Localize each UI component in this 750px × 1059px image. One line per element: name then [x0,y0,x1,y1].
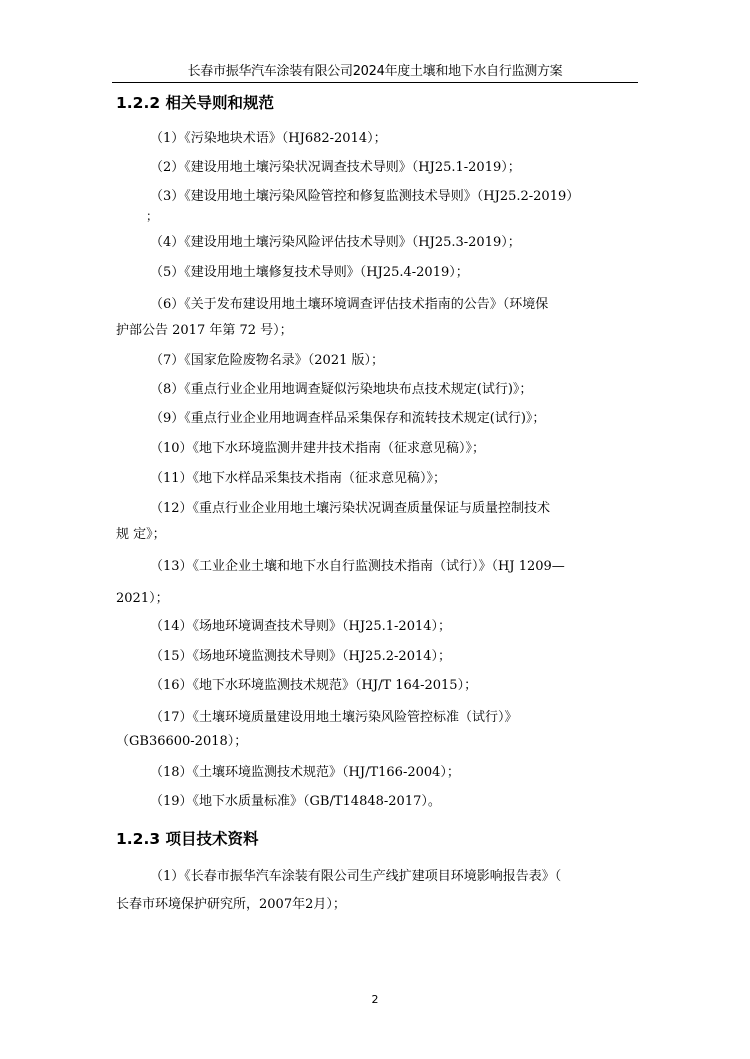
reference-line: （18）《土壤环境监测技术规范》（HJ/T166-2004）； [150,765,460,780]
reference-item-5 [116,258,638,288]
section-heading-1-2-3: 1.2.3 项目技术资料 [116,830,259,848]
header-rule [112,82,638,83]
reference-item-3-continuation: ； [146,209,159,223]
reference-line-continuation: 2021）； [116,591,169,606]
reference-item-14 [116,612,638,642]
reference-item-3 [116,182,638,212]
reference-line: （17）《土壤环境质量建设用地土壤污染风险管控标准（试行）》 [150,710,518,725]
reference-line: （10）《地下水环境监测井建井技术指南（征求意见稿）》； [150,441,486,456]
reference-item-6 [116,290,638,346]
reference-item-7 [116,346,638,376]
reference-line: （2）《建设用地土壤污染状况调查技术导则》（HJ25.1-2019）； [150,160,521,175]
reference-item-1 [116,124,638,154]
reference-line-continuation: 长春市环境保护研究所，2007年2月）； [116,897,346,912]
reference-line: （6）《关于发布建设用地土壤环境调查评估技术指南的公告》（环境保 [150,297,549,312]
reference-line: （11）《地下水样品采集技术指南（征求意见稿）》； [150,471,447,486]
reference-line: （5）《建设用地土壤修复技术导则》（HJ25.4-2019）； [150,265,469,280]
reference-item-9 [116,404,638,434]
reference-item-16 [116,671,638,701]
reference-item-11 [116,464,638,494]
reference-item-4 [116,228,638,258]
reference-line: （9）《重点行业企业用地调查样品采集保存和流转技术规定(试行)》； [150,411,546,426]
reference-line-continuation: 规 定》； [116,527,166,542]
reference-line: （19）《地下水质量标准》（GB/T14848-2017）。 [150,794,441,809]
reference-line-continuation: 护部公告 2017 年第 72 号）； [116,323,293,338]
reference-line: （13）《工业企业土壤和地下水自行监测技术指南（试行）》（HJ 1209— [150,559,565,574]
reference-item-19 [116,787,638,817]
reference-item-15 [116,642,638,672]
reference-item-17 [116,703,638,757]
reference-line-continuation: （GB36600-2018）； [116,734,248,749]
reference-line: （16）《地下水环境监测技术规范》（HJ/T 164-2015）； [150,678,478,693]
page-number: 2 [371,993,379,1006]
reference-line: （12）《重点行业企业用地土壤污染状况调查质量保证与质量控制技术 [150,501,551,516]
reference-line: （3）《建设用地土壤污染风险管控和修复监测技术导则》（HJ25.2-2019） [150,189,580,204]
reference-line: （8）《重点行业企业用地调查疑似污染地块布点技术规定(试行)》； [150,382,533,397]
reference-line: （7）《国家危险废物名录》（2021 版）； [150,353,384,368]
reference-item-12 [116,494,638,550]
reference-item-2 [116,153,638,183]
reference-line: （15）《场地环境监测技术导则》（HJ25.2-2014）； [150,649,452,664]
reference-item-18 [116,758,638,788]
section-heading-1-2-2: 1.2.2 相关导则和规范 [116,94,275,112]
reference-line: （4）《建设用地土壤污染风险评估技术导则》（HJ25.3-2019）； [150,235,521,250]
reference-line: （14）《场地环境调查技术导则》（HJ25.1-2014）； [150,619,452,634]
reference-item-10 [116,434,638,464]
project-item-1 [116,862,638,920]
reference-item-8 [116,375,638,405]
reference-line: （1）《长春市振华汽车涂装有限公司生产线扩建项目环境影响报告表》（ [150,869,562,884]
page-header: 长春市振华汽车涂装有限公司2024年度土壤和地下水自行监测方案 [187,64,563,79]
reference-line: （1）《污染地块术语》（HJ682-2014）； [150,131,387,146]
reference-item-13 [116,552,638,614]
